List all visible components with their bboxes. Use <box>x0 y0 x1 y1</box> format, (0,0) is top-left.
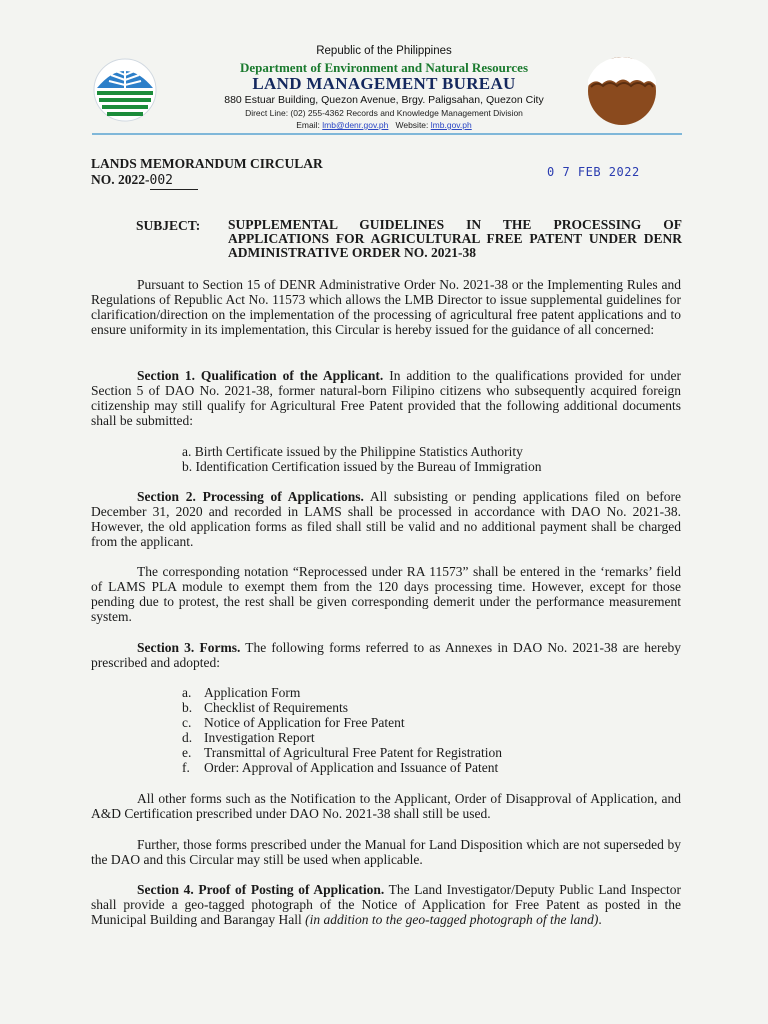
list-item: e. Transmittal of Agricultural Free Patent for Registration <box>182 745 502 760</box>
section-1-title: Section 1. Qualification of the Applicant. <box>137 368 384 383</box>
direct-line: Direct Line: (02) 255-4362 Records and Knowledge Management Division <box>245 108 523 118</box>
section-1-paragraph <box>91 368 681 428</box>
list-item: a. Birth Certificate issued by the Philippine Statistics Authority <box>182 444 523 459</box>
bureau-address: 880 Estuar Building, Quezon Avenue, Brgy. Paligsahan, Quezon City <box>224 94 544 106</box>
circular-heading <box>91 156 323 190</box>
section-3-title: Section 3. Forms. <box>137 640 241 655</box>
section-3-paragraph <box>91 640 681 670</box>
department-name: Department of Environment and Natural Resources <box>239 60 529 75</box>
circular-number: 002 <box>150 173 198 190</box>
section-4-text: The Land Investigator/Deputy Public Land Inspector shall provide a geo-tagged photograph of the Notice of Application for Free Patent as posted in the Municipal Building and Barangay Hall <box>91 882 681 927</box>
bureau-name: LAND MANAGEMENT BUREAU <box>252 74 516 93</box>
section-2-title: Section 2. Processing of Applications. <box>137 489 364 504</box>
circular-title: LANDS MEMORANDUM CIRCULAR <box>91 156 323 171</box>
section-4-italic-note: (in addition to the geo-tagged photograph of the land) <box>305 912 599 927</box>
subject-label: SUBJECT: <box>136 218 201 233</box>
lmb-seal-icon <box>587 56 657 126</box>
section-1-list <box>182 444 542 474</box>
section-4-paragraph: Section 4. Proof of Posting of Application. The Land Investigator/Deputy Public Land Inspector shall provide a geo-tagged photograph of the Notice of Application for Free Patent as posted in the Municipal Building and Barangay Hall (in addition to the geo-tagged photograph of the land). <box>91 882 681 927</box>
email-link[interactable]: lmb@denr.gov.ph <box>322 120 389 130</box>
intro-paragraph: Pursuant to Section 15 of DENR Administrative Order No. 2021-38 or the Implementing Rules and Regulations of Republic Act No. 11573 which allows the LMB Director to issue supplemental guidelines for clarification/direction on the implementation of the processing of agricultural free patent applications and to ensure uniformity in its implementation, this Circular is hereby issued for the guidance of all concerned: <box>91 277 681 337</box>
section-2-text: All subsisting or pending applications filed on before December 31, 2020 and recorded in LAMS shall be processed in accordance with DAO No. 2021-38. However, the old application forms as filed shall still be valid and no additional payment shall be charged from the applicant. <box>91 489 681 549</box>
list-item: d. Investigation Report <box>182 730 315 745</box>
section-2-notation-paragraph: The corresponding notation “Reprocessed under RA 11573” shall be entered in the ‘remarks’ field of LAMS PLA module to exempt them from the 120 days processing time. However, except for those pending due to protest, the rest shall be given corresponding demerit under the performance measurement system. <box>91 564 681 624</box>
section-1-text: In addition to the qualifications provided for under Section 5 of DAO No. 2021-38, former natural-born Filipino citizens who subsequently acquired foreign citizenship may still qualify for Agricultural Free Patent provided that the following additional documents shall be submitted: <box>91 368 681 428</box>
list-item: b. Identification Certification issued by the Bureau of Immigration <box>182 459 542 474</box>
section-3-other-forms-paragraph: All other forms such as the Notification to the Applicant, Order of Disapproval of Application, and A&D Certification prescribed under DAO No. 2021-38 shall still be used. <box>91 791 681 821</box>
subject-text: SUPPLEMENTAL GUIDELINES IN THE PROCESSING OF APPLICATIONS FOR AGRICULTURAL FREE PATENT UNDER DENR ADMINISTRATIVE ORDER NO. 2021-38 <box>228 217 682 260</box>
list-item: b. Checklist of Requirements <box>182 700 348 715</box>
section-2-paragraph <box>91 489 681 549</box>
email-label: Email: <box>296 120 320 130</box>
republic-line: Republic of the Philippines <box>316 45 452 57</box>
date-stamp: 0 7 FEB 2022 <box>547 165 640 179</box>
letterhead-divider <box>92 133 682 135</box>
website-link[interactable]: lmb.gov.ph <box>430 120 472 130</box>
list-item: c. Notice of Application for Free Patent <box>182 715 405 730</box>
list-item: f. Order: Approval of Application and Issuance of Patent <box>182 760 499 775</box>
section-3-text: The following forms referred to as Annexes in DAO No. 2021-38 are hereby prescribed and adopted: <box>91 640 682 670</box>
section-3-manual-forms-paragraph: Further, those forms prescribed under the Manual for Land Disposition which are not superseded by the DAO and this Circular may still be used when applicable. <box>91 837 681 867</box>
circular-number-line <box>91 172 323 190</box>
section-4-title: Section 4. Proof of Posting of Application. <box>137 882 385 897</box>
website-label: Website: <box>395 120 429 130</box>
circular-number-prefix: NO. 2022- <box>91 172 150 187</box>
section-3-forms-list <box>182 685 502 775</box>
list-item: a. Application Form <box>182 685 301 700</box>
